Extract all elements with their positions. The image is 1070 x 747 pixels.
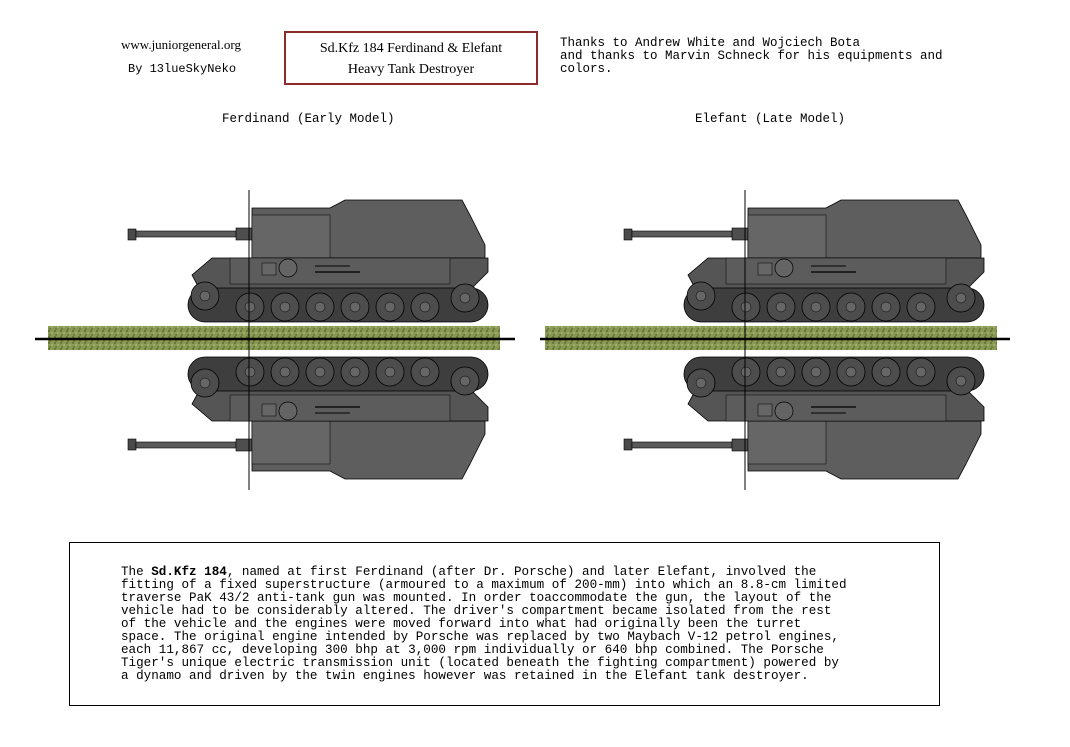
thanks-text: Thanks to Andrew White and Wojciech Bota and thanks to Marvin Schneck for his equipments and colors. — [560, 36, 943, 76]
elefant-mirror-view — [624, 357, 984, 479]
ferdinand-side-view — [128, 200, 488, 322]
author-credit: By 13lueSkyNeko — [128, 62, 237, 76]
description-text: The Sd.Kfz 184, named at first Ferdinand (after Dr. Porsche) and later Elefant, involved the fitting of a fixed superstructure (armoured to a maximum of 200-mm) into which an 8.8-cm limited traverse PaK 43/2 anti-tank gun was mounted. In order toaccommodate the gun, the layout of the vehicle had to be considerably altered. The driver's compartment became isolated from the rest of the vehicle and the engines were moved forward into what had originally been the turret space. The original engine intended by Porsche was replaced by two Maybach V-12 petrol engines, each 11,867 cc, developing 300 bhp at 3,000 rpm individually or 640 bhp combined. The Porsche Tiger's unique electric transmission unit (located beneath the fighting compartment) powered by a dynamo and driven by the twin engines however was retained in the Elefant tank destroyer. — [121, 565, 847, 683]
ferdinand-mirror-view — [128, 357, 488, 479]
description-bold-name: Sd.Kfz 184 — [151, 565, 227, 579]
title-line-2: Heavy Tank Destroyer — [347, 62, 475, 77]
caption-ferdinand: Ferdinand (Early Model) — [222, 112, 395, 126]
caption-elefant: Elefant (Late Model) — [695, 112, 846, 126]
vehicle-artwork — [0, 170, 1070, 500]
elefant-side-view — [624, 200, 984, 322]
site-url: www.juniorgeneral.org — [121, 37, 241, 52]
title-box — [284, 31, 538, 85]
title-line-1: Sd.Kfz 184 Ferdinand & Elefant — [319, 41, 503, 56]
